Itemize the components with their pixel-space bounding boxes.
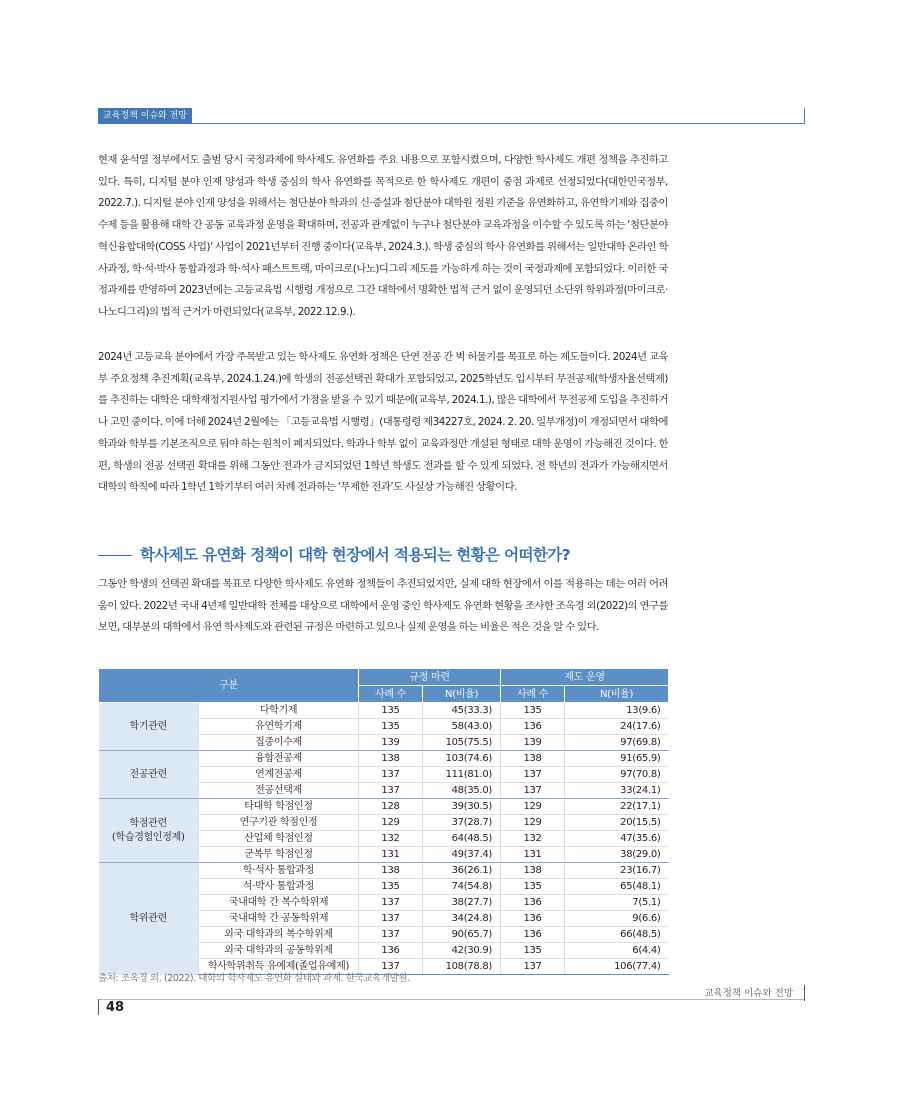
rule-ratio-cell: 49(37.4) (423, 847, 501, 863)
item-cell: 집중이수제 (199, 735, 359, 751)
page-number: 48 (106, 1000, 125, 1015)
op-ratio-cell: 7(5.1) (565, 895, 669, 911)
item-cell: 연계전공제 (199, 767, 359, 783)
rule-cases-cell: 137 (359, 767, 423, 783)
rule-cases-cell: 137 (359, 783, 423, 799)
rule-cases-cell: 135 (359, 879, 423, 895)
item-cell: 학사학위취득 유예제(졸업유예제) (199, 959, 359, 975)
rule-ratio-cell: 58(43.0) (423, 719, 501, 735)
op-cases-cell: 139 (501, 735, 565, 751)
op-cases-cell: 129 (501, 799, 565, 815)
op-ratio-cell: 24(17.6) (565, 719, 669, 735)
category-cell (99, 799, 199, 863)
footer-rule (98, 999, 805, 1000)
item-cell: 연구기관 학점인정 (199, 815, 359, 831)
op-ratio-cell: 33(24.1) (565, 783, 669, 799)
category-label: 학위관련 (129, 912, 167, 924)
op-ratio-cell: 23(16.7) (565, 863, 669, 879)
rule-ratio-cell: 39(30.5) (423, 799, 501, 815)
op-cases-cell: 137 (501, 767, 565, 783)
category-label: 학점관련 (129, 817, 167, 829)
header-operation-group: 제도 운영 (501, 669, 669, 686)
op-cases-cell: 135 (501, 879, 565, 895)
rule-ratio-cell: 74(54.8) (423, 879, 501, 895)
op-cases-cell: 136 (501, 911, 565, 927)
item-cell: 융합전공제 (199, 751, 359, 767)
paragraph-3: 그동안 학생의 선택권 확대를 목표로 다양한 학사제도 유연화 정책들이 추진되었지만, 실제 대학 현장에서 이를 적용하는 데는 여러 어려움이 있다. 2022년 국내 4년제 일반대학 전체를 대상으로 대학에서 운영 중인 학사제도 유연화 현황을 조사한 조옥경 외(2022)의 연구를 보면, 대부분의 대학에서 유연 학사제도와 관련된 규정은 마련하고 있으나 실제 운영을 하는 비율은 적은 것을 알 수 있다. (98, 578, 668, 634)
source-note: 출처: 조옥경 외. (2022). 대학의 학사제도 유연화 실태와 과제. 한국교육개발원. (98, 973, 410, 984)
rule-ratio-cell: 34(24.8) (423, 911, 501, 927)
rule-ratio-cell: 37(28.7) (423, 815, 501, 831)
running-header (98, 108, 805, 124)
rule-cases-cell: 136 (359, 943, 423, 959)
rule-ratio-cell: 42(30.9) (423, 943, 501, 959)
op-ratio-cell: 106(77.4) (565, 959, 669, 975)
op-ratio-cell: 38(29.0) (565, 847, 669, 863)
item-cell: 군복무 학점인정 (199, 847, 359, 863)
op-ratio-cell: 47(35.6) (565, 831, 669, 847)
header-op-cases: 사례 수 (501, 686, 565, 703)
item-cell: 국내대학 간 복수학위제 (199, 895, 359, 911)
item-cell: 타대학 학점인정 (199, 799, 359, 815)
rule-cases-cell: 135 (359, 719, 423, 735)
item-cell: 국내대학 간 공동학위제 (199, 911, 359, 927)
rule-ratio-cell: 45(33.3) (423, 703, 501, 719)
rule-ratio-cell: 48(35.0) (423, 783, 501, 799)
rule-cases-cell: 137 (359, 959, 423, 975)
header-op-ratio: N(비율) (565, 686, 669, 703)
rule-cases-cell: 135 (359, 703, 423, 719)
header-rule-cases: 사례 수 (359, 686, 423, 703)
op-cases-cell: 135 (501, 943, 565, 959)
table-row (99, 863, 669, 879)
header-category: 구분 (99, 669, 359, 703)
category-label: 학기관련 (129, 720, 167, 732)
section-heading (98, 542, 668, 570)
table-body (99, 703, 669, 975)
rule-cases-cell: 129 (359, 815, 423, 831)
paragraph-1: 현재 윤석열 정부에서도 출범 당시 국정과제에 학사제도 유연화를 주요 내용으로 포함시켰으며, 다양한 학사제도 개편 정책을 추진하고 있다. 특히, 디지털 분야 인재 양성과 학생 중심의 학사 유연화를 목적으로 한 학사제도 개편이 중점 과제로 선정되었다(대한민국정부, 2022.7.). 디지털 분야 인재 양성을 위해서는 첨단분야 학과의 신·증설과 첨단분야 대학원 정원 기준을 유연화하고, 유연학기제와 집중이수제 등을 활용해 대학 간 공동 교육과정 운영을 확대하며, 전공과 관계없이 누구나 첨단분야 교육과정을 이수할 수 있도록 하는 ‘첨단분야 혁신융합대학(COSS 사업)’ 사업이 2021년부터 진행 중이다(교육부, 2024.3.). 학생 중심의 학사 유연화를 위해서는 일반대학 온라인 학사과정, 학·석·박사 통합과정과 학·석사 패스트트랙, 마이크로(나노)디그리 제도를 가능하게 하는 것이 국정과제에 포함되었다. 이러한 국정과제를 반영하여 2023년에는 고등교육법 시행령 개정으로 그간 대학에서 명확한 법적 근거 없이 운영되던 소단위 학위과정(마이크로·나노디그리)의 법적 근거가 마련되었다(교육부, 2022.12.9.). (98, 154, 668, 318)
header-rule-group: 규정 마련 (359, 669, 501, 686)
item-cell: 다학기제 (199, 703, 359, 719)
op-ratio-cell: 6(4.4) (565, 943, 669, 959)
category-label: 전공관련 (129, 768, 167, 780)
rule-ratio-cell: 90(65.7) (423, 927, 501, 943)
header-rule (98, 123, 805, 124)
op-ratio-cell: 97(70.8) (565, 767, 669, 783)
table-row (99, 751, 669, 767)
item-cell: 외국 대학과의 복수학위제 (199, 927, 359, 943)
op-cases-cell: 136 (501, 895, 565, 911)
op-ratio-cell: 91(65.9) (565, 751, 669, 767)
rule-cases-cell: 132 (359, 831, 423, 847)
header-edge-tick (804, 108, 805, 124)
op-cases-cell: 137 (501, 959, 565, 975)
op-cases-cell: 136 (501, 719, 565, 735)
op-ratio-cell: 65(48.1) (565, 879, 669, 895)
item-cell: 학·석사 통합과정 (199, 863, 359, 879)
rule-cases-cell: 137 (359, 927, 423, 943)
rule-ratio-cell: 105(75.5) (423, 735, 501, 751)
header-tab-label: 교육정책 이슈와 전망 (98, 108, 192, 124)
footer-left-tick (98, 999, 99, 1015)
op-cases-cell: 131 (501, 847, 565, 863)
op-cases-cell: 132 (501, 831, 565, 847)
op-cases-cell: 136 (501, 927, 565, 943)
rule-cases-cell: 138 (359, 751, 423, 767)
op-ratio-cell: 22(17.1) (565, 799, 669, 815)
op-ratio-cell: 9(6.6) (565, 911, 669, 927)
category-cell (99, 703, 199, 751)
table-row (99, 799, 669, 815)
category-sublabel: (학습경험인정제) (111, 831, 185, 843)
op-cases-cell: 137 (501, 783, 565, 799)
rule-ratio-cell: 38(27.7) (423, 895, 501, 911)
rule-ratio-cell: 36(26.1) (423, 863, 501, 879)
table-row (99, 703, 669, 719)
op-ratio-cell: 20(15.5) (565, 815, 669, 831)
rule-cases-cell: 131 (359, 847, 423, 863)
item-cell: 외국 대학과의 공동학위제 (199, 943, 359, 959)
item-cell: 석·박사 통합과정 (199, 879, 359, 895)
rule-ratio-cell: 108(78.8) (423, 959, 501, 975)
rule-ratio-cell: 103(74.6) (423, 751, 501, 767)
footer-right-tick (804, 985, 805, 1001)
rule-cases-cell: 128 (359, 799, 423, 815)
item-cell: 전공선택제 (199, 783, 359, 799)
op-cases-cell: 135 (501, 703, 565, 719)
rule-cases-cell: 138 (359, 863, 423, 879)
rule-ratio-cell: 64(48.5) (423, 831, 501, 847)
category-cell (99, 751, 199, 799)
rule-cases-cell: 137 (359, 911, 423, 927)
item-cell: 산업체 학점인정 (199, 831, 359, 847)
footer-publication-title: 교육정책 이슈와 전망 (704, 988, 793, 999)
op-ratio-cell: 13(9.6) (565, 703, 669, 719)
rule-cases-cell: 137 (359, 895, 423, 911)
academic-flexibility-table (98, 668, 669, 975)
paragraph-2: 2024년 고등교육 분야에서 가장 주목받고 있는 학사제도 유연화 정책은 단연 전공 간 벽 허물기를 목표로 하는 제도들이다. 2024년 교육부 주요정책 추진계획(교육부, 2024.1.24.)에 학생의 전공선택권 확대가 포함되었고, 2025학년도 입시부터 무전공제(학생자율선택제)를 추진하는 대학은 대학재정지원사업 평가에서 가점을 받을 수 있기 때문에(교육부, 2024.1.), 많은 대학에서 무전공제 도입을 추진하거나 고민 중이다. 이에 더해 2024년 2월에는 「고등교육법 시행령」(대통령령 제34227호, 2024. 2. 20. 일부개정)이 개정되면서 대학에 학과와 학부를 기본조직으로 둬야 하는 원칙이 폐지되었다. 학과나 학부 없이 교육과정만 개설된 형태로 대학 운영이 가능해진 것이다. 한편, 학생의 전공 선택권 확대를 위해 그동안 전과가 금지되었던 1학년 학생도 전과를 할 수 있게 되었다. 전 학년의 전과가 가능해지면서 대학의 학칙에 따라 1학년 1학기부터 여러 차례 전과하는 ‘무제한 전과’도 사실상 가능해진 상황이다. (98, 351, 668, 494)
rule-cases-cell: 139 (359, 735, 423, 751)
section-heading-text: 학사제도 유연화 정책이 대학 현장에서 적용되는 현황은 어떠한가? (140, 546, 571, 564)
page-footer (98, 985, 805, 1015)
op-cases-cell: 129 (501, 815, 565, 831)
item-cell: 유연학기제 (199, 719, 359, 735)
op-ratio-cell: 66(48.5) (565, 927, 669, 943)
op-cases-cell: 138 (501, 863, 565, 879)
op-ratio-cell: 97(69.8) (565, 735, 669, 751)
category-cell (99, 863, 199, 975)
heading-dash (98, 555, 132, 556)
rule-ratio-cell: 111(81.0) (423, 767, 501, 783)
header-rule-ratio: N(비율) (423, 686, 501, 703)
op-cases-cell: 138 (501, 751, 565, 767)
